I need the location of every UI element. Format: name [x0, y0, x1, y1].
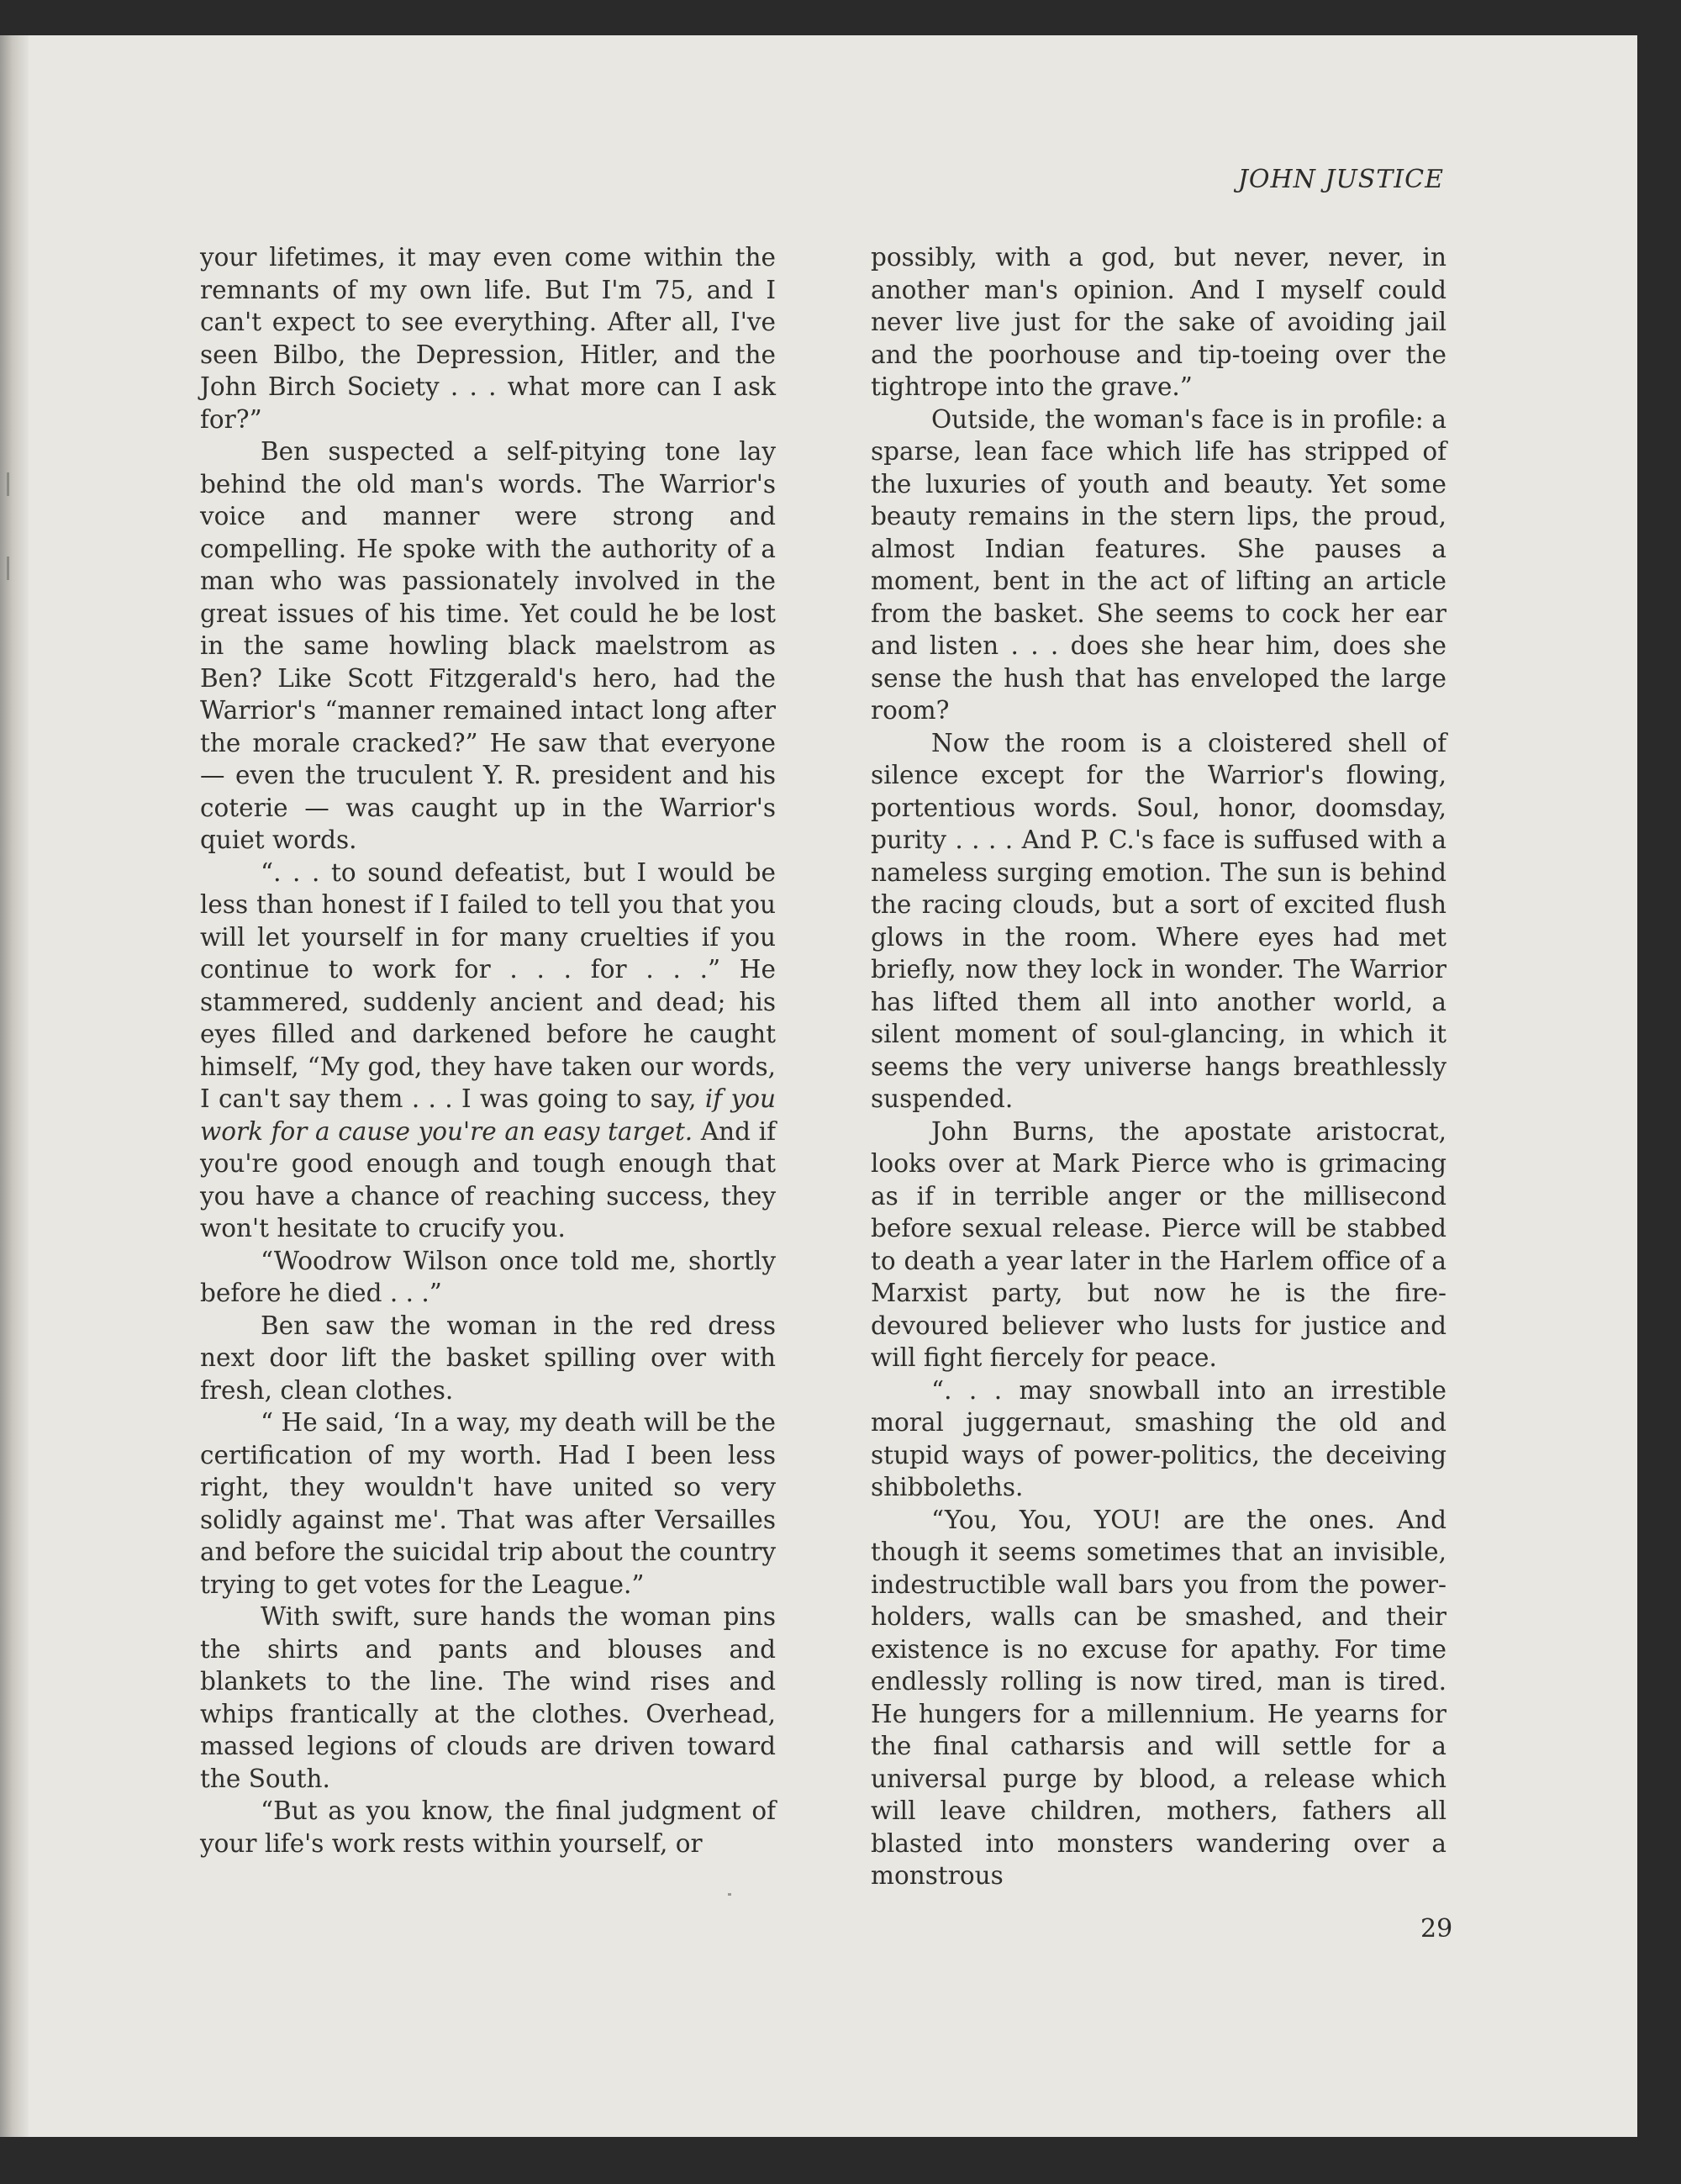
paragraph: Now the room is a cloistered shell of silence except for the Warrior's flowing, portentious words. Soul, honor, doomsday, purity . . . . And P. C.'s face is suffused with a nameless surging emotion. The sun is behind the racing clouds, but a sort of excited flush glows in the room. Where eyes had met briefly, now they lock in wonder. The Warrior has lifted them all into another world, a silent moment of soul-glancing, in which it seems the very universe hangs breathlessly suspended. [871, 728, 1447, 1113]
right-text-column [871, 241, 1447, 1892]
paragraph: “Woodrow Wilson once told me, shortly before he died . . .” [200, 1246, 776, 1307]
paragraph: “. . . may snowball into an irrestible moral juggernaut, smashing the old and stupid ways of power-politics, the deceiving shibboleths. [871, 1375, 1447, 1501]
print-speck [728, 1893, 731, 1896]
spine-binding-mark [7, 557, 9, 580]
paragraph: Ben saw the woman in the red dress next door lift the basket spilling over with fresh, clean clothes. [200, 1311, 776, 1405]
paragraph [200, 857, 776, 1245]
paragraph: John Burns, the apostate aristocrat, looks over at Mark Pierce who is grimacing as if in terrible anger or the millisecond before sexual release. Pierce will be stabbed to death a year later in the Harlem office of a Marxist party, but now he is the fire-devoured believer who lusts for justice and will fight fiercely for peace. [871, 1116, 1447, 1372]
running-head: JOHN JUSTICE [1237, 165, 1444, 194]
paragraph-text: “. . . to sound defeatist, but I would be less than honest if I failed to tell you that you will let yourself in for many cruelties if you continue to work for . . . for . . .” He stammered, suddenly ancient and dead; his eyes filled and darkened before he caught himself, “My god, they have taken our words, I can't say them . . . I was going to say, [200, 857, 776, 1113]
paragraph: “But as you know, the final judgment of your life's work rests within yourself, or [200, 1796, 776, 1858]
book-page [0, 35, 1637, 2137]
paragraph: “ He said, ‘In a way, my death will be the certification of my worth. Had I been less right, they wouldn't have united so very solidly against me'. That was after Versailles and before the suicidal trip about the country trying to get votes for the League.” [200, 1408, 776, 1599]
italic-phrase: if you work for a cause you're an easy target. [200, 1084, 777, 1146]
paragraph: your lifetimes, it may even come within the remnants of my own life. But I'm 75, and I can't expect to see everything. After all, I've seen Bilbo, the Depression, Hitler, and the John Birch Society . . . what more can I ask for?” [200, 243, 776, 434]
spine-binding-mark [7, 472, 9, 496]
left-text-column [200, 241, 776, 1860]
book-spine-shadow [0, 35, 29, 2137]
paragraph: “You, You, YOU! are the ones. And though it seems sometimes that an invisible, indestructible wall bars you from the power-holders, walls can be smashed, and their existence is no excuse for apathy. For time endlessly rolling is now tired, man is tired. He hungers for a millennium. He yearns for the final catharsis and will settle for a universal purge by blood, a release which will leave children, mothers, fathers all blasted into monsters wandering over a monstrous [871, 1505, 1447, 1890]
paragraph: With swift, sure hands the woman pins the shirts and pants and blouses and blankets to the line. The wind rises and whips frantically at the clothes. Overhead, massed legions of clouds are driven toward the South. [200, 1602, 776, 1793]
paragraph: Ben suspected a self-pitying tone lay behind the old man's words. The Warrior's voice and manner were strong and compelling. He spoke with the authority of a man who was passionately involved in the great issues of his time. Yet could he be lost in the same howling black maelstrom as Ben? Like Scott Fitzgerald's hero, had the Warrior's “manner remained intact long after the morale cracked?” He saw that everyone — even the truculent Y. R. president and his coterie — was caught up in the Warrior's quiet words. [200, 437, 776, 854]
page-number: 29 [1420, 1914, 1453, 1944]
paragraph-text: And if you're good enough and tough enough that you have a chance of reaching success, they won't hesitate to crucify you. [200, 1116, 777, 1242]
paragraph: possibly, with a god, but never, never, in another man's opinion. And I myself could never live just for the sake of avoiding jail and the poorhouse and tip-toeing over the tightrope into the grave.” [871, 243, 1447, 401]
paragraph: Outside, the woman's face is in profile: a sparse, lean face which life has stripped of the luxuries of youth and beauty. Yet some beauty remains in the stern lips, the proud, almost Indian features. She pauses a moment, bent in the act of lifting an article from the basket. She seems to cock her ear and listen . . . does she hear him, does she sense the hush that has enveloped the large room? [871, 404, 1447, 725]
